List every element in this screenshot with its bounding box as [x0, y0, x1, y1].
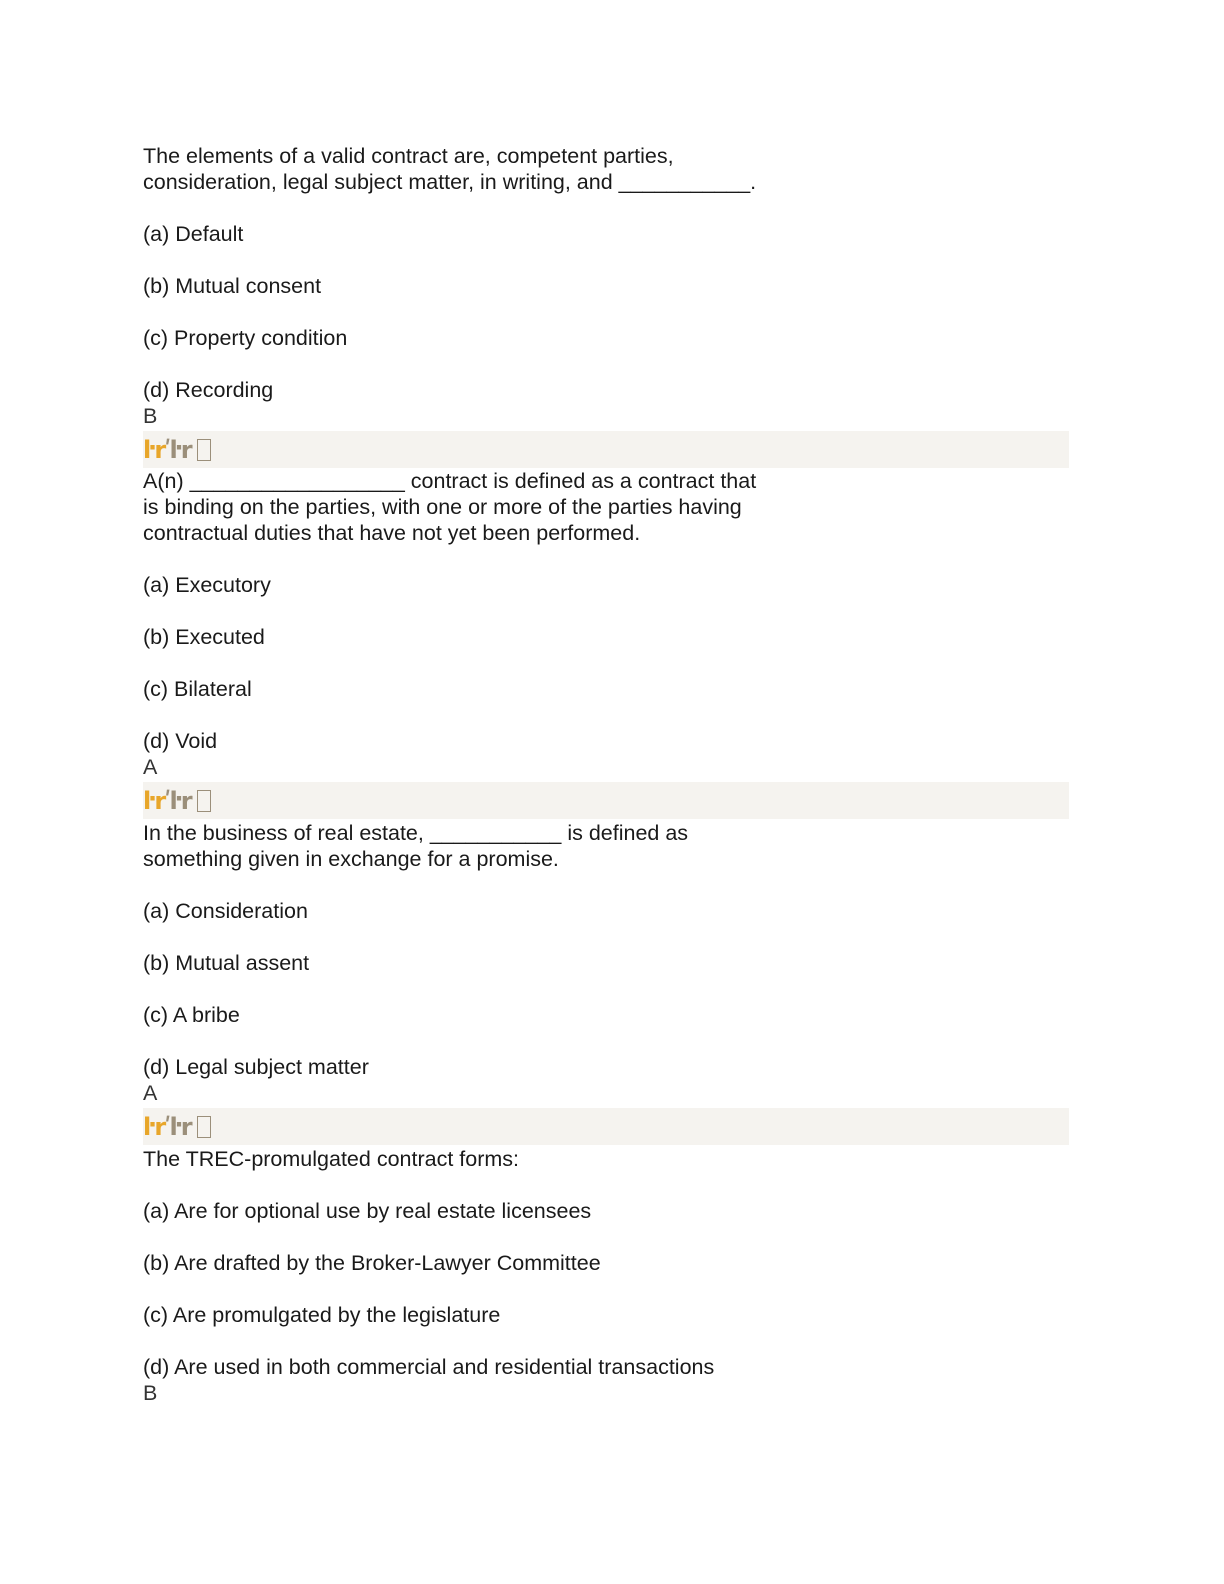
question-block	[143, 820, 823, 1106]
option-a: (a) Are for optional use by real estate licensees	[143, 1199, 592, 1223]
option-a: (a) Default	[143, 222, 244, 246]
option-c: (c) Bilateral	[143, 677, 252, 701]
option-a: (a) Executory	[143, 573, 271, 597]
separator-bar	[143, 782, 1069, 819]
option-d: (d) Legal subject matter	[143, 1055, 369, 1079]
glyph-orange: ŀr	[143, 1113, 165, 1141]
option-d: (d) Void	[143, 729, 218, 753]
option-b: (b) Are drafted by the Broker-Lawyer Committee	[143, 1251, 601, 1275]
question-text: A(n) __________________ contract is defined as a contract that is binding on the parties, with one or more of the parties having contractual duties that have not yet been performed.	[143, 469, 757, 545]
question-block	[143, 143, 823, 429]
option-c: (c) Property condition	[143, 326, 348, 350]
option-c: (c) Are promulgated by the legislature	[143, 1303, 501, 1327]
question-text: The elements of a valid contract are, competent parties, consideration, legal subject matter, in writing, and ___________.	[143, 144, 757, 194]
option-d: (d) Recording	[143, 378, 274, 402]
separator-glyphs	[143, 787, 211, 815]
option-d: (d) Are used in both commercial and residential transactions	[143, 1355, 715, 1379]
option-c: (c) A bribe	[143, 1003, 240, 1027]
option-b: (b) Mutual assent	[143, 951, 310, 975]
separator-bar	[143, 431, 1069, 468]
answer-letter: A	[143, 755, 158, 779]
separator-glyphs	[143, 436, 211, 464]
question-block	[143, 468, 823, 780]
option-a: (a) Consideration	[143, 899, 308, 923]
glyph-gray: ʹŀr	[164, 1113, 191, 1141]
glyph-orange: ŀr	[143, 787, 165, 815]
separator-bar	[143, 1108, 1069, 1145]
box-glyph-icon	[197, 790, 211, 812]
separator-glyphs	[143, 1113, 211, 1141]
glyph-gray: ʹŀr	[164, 787, 191, 815]
glyph-gray: ʹŀr	[164, 436, 191, 464]
box-glyph-icon	[197, 439, 211, 461]
option-b: (b) Mutual consent	[143, 274, 322, 298]
question-block	[143, 1146, 823, 1406]
answer-letter: A	[143, 1081, 158, 1105]
question-text: In the business of real estate, ___________ is defined as something given in exchange for a promise.	[143, 821, 689, 871]
answer-letter: B	[143, 404, 158, 428]
answer-letter: B	[143, 1381, 158, 1405]
glyph-orange: ŀr	[143, 436, 165, 464]
option-b: (b) Executed	[143, 625, 265, 649]
box-glyph-icon	[197, 1116, 211, 1138]
question-text: The TREC-promulgated contract forms:	[143, 1147, 519, 1171]
